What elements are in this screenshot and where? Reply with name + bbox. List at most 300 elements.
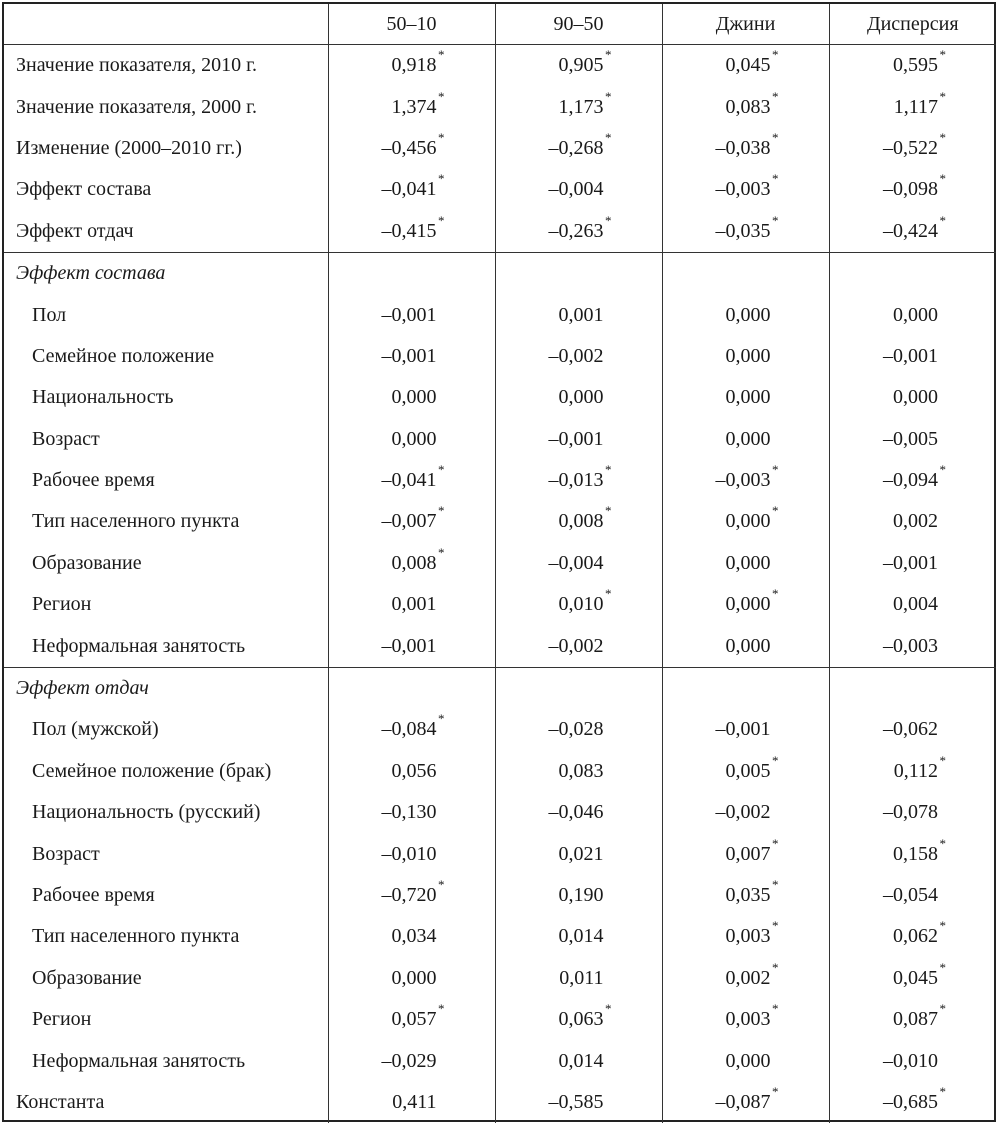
- value-cell: [829, 419, 996, 460]
- value-number: –0,130: [381, 801, 437, 824]
- significance-mark: *: [772, 835, 779, 851]
- value-text: [382, 304, 437, 327]
- value-number: –0,035: [715, 219, 771, 242]
- value-number: 0,000: [725, 427, 771, 450]
- table-row: [4, 169, 996, 210]
- value-cell: [495, 584, 662, 625]
- value-number: –0,685: [883, 1090, 938, 1113]
- significance-mark: *: [605, 586, 612, 602]
- value-number: –0,004: [548, 551, 604, 574]
- row-label: Значение показателя, 2010 г.: [16, 54, 258, 77]
- value-number: 0,001: [391, 593, 437, 616]
- value-number: 0,002: [725, 966, 771, 989]
- row-label: Значение показателя, 2000 г.: [16, 95, 258, 118]
- header-row: [4, 4, 996, 45]
- value-text: [883, 345, 938, 368]
- value-number: 0,905: [558, 54, 604, 77]
- header-variance: Дисперсия: [829, 4, 996, 45]
- value-cell: [495, 45, 662, 87]
- value-text: [392, 386, 437, 409]
- significance-mark: *: [438, 212, 445, 228]
- significance-mark: *: [939, 462, 946, 478]
- value-cell: [662, 833, 829, 874]
- value-cell: [662, 294, 829, 335]
- value-number: 0,918: [391, 54, 437, 77]
- value-cell: [662, 875, 829, 916]
- table-row: [4, 875, 996, 916]
- value-cell: [495, 833, 662, 874]
- value-text: [726, 386, 771, 409]
- value-text: [883, 428, 938, 451]
- value-text: [549, 718, 604, 741]
- value-cell: [495, 958, 662, 999]
- value-number: 1,374: [391, 95, 437, 118]
- table-row: [4, 501, 996, 542]
- value-number: 0,112: [893, 759, 938, 782]
- value-text: [548, 212, 612, 243]
- header-gini: Джини: [662, 4, 829, 45]
- row-label: Изменение (2000–2010 гг.): [16, 136, 242, 159]
- value-cell: [328, 377, 495, 418]
- value-text: [559, 925, 604, 948]
- value-text: [893, 47, 946, 77]
- value-number: 0,045: [893, 966, 938, 989]
- value-text: [715, 129, 779, 160]
- significance-mark: *: [605, 503, 612, 519]
- value-text: [549, 345, 604, 368]
- value-text: [559, 843, 604, 866]
- value-number: 0,000: [391, 386, 437, 409]
- value-number: –0,001: [883, 551, 938, 574]
- significance-mark: *: [939, 1083, 946, 1099]
- value-number: 0,000: [725, 303, 771, 326]
- value-cell: [328, 875, 495, 916]
- value-text: [381, 462, 445, 492]
- value-cell: [328, 45, 495, 87]
- value-cell: [495, 543, 662, 584]
- value-number: –0,001: [883, 344, 938, 367]
- value-number: –0,041: [381, 469, 437, 492]
- value-text: [381, 212, 445, 243]
- value-text: [558, 586, 612, 616]
- value-number: –0,046: [548, 801, 604, 824]
- header-50-10: 50–10: [328, 4, 495, 45]
- value-number: 0,011: [559, 966, 604, 989]
- table-row: [4, 584, 996, 625]
- value-number: 0,000: [725, 551, 771, 574]
- value-text: [725, 47, 779, 77]
- empty-cell: [829, 252, 996, 294]
- value-cell: [662, 169, 829, 210]
- value-cell: [495, 709, 662, 750]
- value-number: –0,028: [548, 718, 604, 741]
- table-row: [4, 128, 996, 169]
- value-number: 0,010: [558, 593, 604, 616]
- value-cell: [328, 833, 495, 874]
- value-number: –0,585: [548, 1090, 604, 1113]
- value-number: 0,034: [391, 925, 437, 948]
- value-cell: [829, 1082, 996, 1123]
- table-row: [4, 709, 996, 750]
- value-number: 1,173: [558, 95, 604, 118]
- row-label: Семейное положение (брак): [32, 759, 272, 782]
- value-cell: [328, 211, 495, 253]
- value-cell: [328, 625, 495, 667]
- value-number: 0,008: [558, 510, 604, 533]
- value-number: 0,003: [725, 1008, 771, 1031]
- value-number: 0,056: [391, 759, 437, 782]
- value-number: 0,083: [558, 759, 604, 782]
- value-number: –0,038: [715, 136, 771, 159]
- significance-mark: *: [605, 129, 612, 145]
- header-corner: [4, 4, 328, 45]
- value-cell: [328, 419, 495, 460]
- value-text: [725, 503, 779, 533]
- empty-cell: [829, 667, 996, 709]
- significance-mark: *: [438, 1001, 445, 1017]
- value-text: [883, 171, 946, 201]
- value-text: [715, 462, 779, 492]
- value-text: [883, 718, 938, 741]
- significance-mark: *: [605, 88, 612, 104]
- value-number: –0,094: [883, 469, 938, 492]
- value-number: –0,002: [548, 344, 604, 367]
- value-cell: [662, 751, 829, 792]
- value-cell: [829, 294, 996, 335]
- row-label: Тип населенного пункта: [32, 925, 240, 948]
- value-text: [726, 304, 771, 327]
- table-row: [4, 45, 996, 87]
- value-number: 0,411: [392, 1090, 437, 1113]
- table-row: [4, 792, 996, 833]
- value-cell: [495, 751, 662, 792]
- value-number: –0,062: [883, 718, 938, 741]
- value-number: 0,005: [725, 759, 771, 782]
- significance-mark: *: [772, 752, 779, 768]
- significance-mark: *: [438, 129, 445, 145]
- table-row: [4, 751, 996, 792]
- value-cell: [328, 792, 495, 833]
- value-number: 0,014: [558, 1049, 604, 1072]
- row-label: Эффект состава: [16, 178, 152, 201]
- table-row: [4, 419, 996, 460]
- significance-mark: *: [939, 918, 946, 934]
- significance-mark: *: [438, 88, 445, 104]
- table-row: [4, 916, 996, 957]
- value-text: [381, 877, 445, 907]
- value-text: [716, 718, 771, 741]
- row-label: Семейное положение: [32, 344, 215, 367]
- value-text: [715, 171, 779, 201]
- value-cell: [829, 543, 996, 584]
- value-number: 0,000: [893, 386, 938, 409]
- value-cell: [829, 916, 996, 957]
- value-number: 0,045: [725, 54, 771, 77]
- value-number: –0,084: [381, 718, 437, 741]
- value-cell: [662, 86, 829, 127]
- value-number: 1,117: [893, 95, 938, 118]
- section-row: [4, 667, 996, 709]
- value-number: –0,415: [381, 219, 437, 242]
- row-label: Эффект отдач: [4, 211, 328, 253]
- value-cell: [829, 86, 996, 127]
- value-number: –0,002: [715, 801, 771, 824]
- value-cell: [328, 460, 495, 501]
- table-body: [4, 45, 996, 1124]
- empty-cell: [662, 252, 829, 294]
- value-text: [382, 801, 437, 824]
- significance-mark: *: [939, 1001, 946, 1017]
- row-label: Регион: [32, 593, 92, 616]
- value-cell: [829, 709, 996, 750]
- significance-mark: *: [939, 129, 946, 145]
- significance-mark: *: [438, 711, 445, 727]
- significance-mark: *: [772, 877, 779, 892]
- significance-mark: *: [605, 462, 612, 478]
- value-text: [558, 88, 612, 119]
- value-cell: [662, 958, 829, 999]
- value-cell: [662, 584, 829, 625]
- value-number: –0,003: [715, 469, 771, 492]
- value-text: [549, 1091, 604, 1114]
- value-text: [725, 959, 779, 990]
- value-cell: [829, 833, 996, 874]
- table-row: [4, 377, 996, 418]
- table-row: [4, 211, 996, 253]
- significance-mark: *: [605, 212, 612, 228]
- value-text: [883, 212, 946, 243]
- value-cell: [495, 377, 662, 418]
- table-row: [4, 460, 996, 501]
- value-text: [382, 1050, 437, 1073]
- value-text: [893, 510, 938, 533]
- value-text: [883, 129, 946, 160]
- value-text: [725, 835, 779, 866]
- value-text: [883, 884, 938, 907]
- value-number: –0,029: [381, 1049, 437, 1072]
- value-cell: [829, 377, 996, 418]
- value-number: –0,001: [381, 303, 437, 326]
- value-number: –0,522: [883, 136, 938, 159]
- value-number: –0,087: [715, 1090, 771, 1113]
- value-cell: [829, 211, 996, 253]
- significance-mark: *: [772, 959, 779, 975]
- value-text: [893, 752, 946, 783]
- value-cell: [662, 128, 829, 169]
- value-cell: [328, 584, 495, 625]
- value-text: [883, 801, 938, 824]
- value-number: 0,000: [893, 303, 938, 326]
- value-cell: [495, 128, 662, 169]
- value-number: 0,000: [725, 1049, 771, 1072]
- table-row: [4, 294, 996, 335]
- value-cell: [495, 419, 662, 460]
- table-row: [4, 833, 996, 874]
- row-label: Образование: [32, 966, 142, 989]
- value-number: –0,010: [381, 842, 437, 865]
- value-text: [893, 1001, 946, 1031]
- value-cell: [829, 792, 996, 833]
- table-frame: [2, 2, 996, 1122]
- section-title: Эффект отдач: [16, 677, 149, 700]
- significance-mark: *: [772, 129, 779, 145]
- significance-mark: *: [605, 47, 612, 63]
- significance-mark: *: [772, 586, 779, 602]
- value-text: [558, 503, 612, 533]
- value-cell: [662, 1040, 829, 1081]
- value-text: [559, 967, 603, 990]
- value-number: 0,004: [893, 593, 938, 616]
- value-number: –0,001: [381, 344, 437, 367]
- significance-mark: *: [939, 835, 946, 851]
- value-number: –0,456: [381, 136, 437, 159]
- value-cell: [829, 999, 996, 1040]
- table-row: [4, 1040, 996, 1081]
- value-text: [391, 1001, 445, 1031]
- significance-mark: *: [939, 47, 946, 63]
- value-text: [381, 503, 445, 533]
- value-number: 0,083: [725, 95, 771, 118]
- significance-mark: *: [772, 171, 779, 187]
- significance-mark: *: [772, 503, 779, 519]
- row-label: Рабочее время: [32, 884, 155, 906]
- value-number: –0,078: [883, 801, 938, 824]
- row-label: Возраст: [32, 842, 100, 865]
- value-cell: [328, 86, 495, 127]
- significance-mark: *: [438, 503, 445, 519]
- value-number: 0,158: [893, 842, 938, 865]
- value-text: [381, 129, 445, 160]
- value-text: [392, 1091, 436, 1114]
- section-title: Эффект состава: [16, 262, 166, 285]
- value-number: 0,063: [558, 1008, 604, 1031]
- value-cell: [662, 1082, 829, 1123]
- value-cell: [829, 336, 996, 377]
- value-number: 0,000: [725, 344, 771, 367]
- row-label: Неформальная занятость: [4, 625, 328, 667]
- significance-mark: *: [772, 88, 779, 104]
- significance-mark: *: [438, 47, 445, 63]
- row-label: Национальность (русский): [32, 801, 261, 824]
- value-cell: [495, 916, 662, 957]
- value-number: –0,005: [883, 427, 938, 450]
- value-number: 0,035: [725, 884, 771, 906]
- table-row: [4, 625, 996, 667]
- value-text: [883, 1083, 946, 1114]
- value-number: 0,021: [558, 842, 604, 865]
- value-number: –0,001: [381, 634, 437, 657]
- value-number: –0,013: [548, 469, 604, 492]
- value-cell: [829, 501, 996, 542]
- value-number: 0,062: [893, 925, 938, 948]
- value-text: [381, 711, 445, 741]
- value-cell: [328, 543, 495, 584]
- value-text: [549, 801, 604, 824]
- value-cell: [495, 1082, 662, 1123]
- empty-cell: [662, 667, 829, 709]
- value-text: [392, 967, 437, 990]
- value-text: [549, 552, 604, 575]
- value-cell: [495, 169, 662, 210]
- value-cell: [662, 543, 829, 584]
- value-text: [559, 1050, 604, 1073]
- value-number: –0,003: [883, 634, 938, 657]
- empty-cell: [495, 667, 662, 709]
- value-cell: [829, 751, 996, 792]
- significance-mark: *: [772, 918, 779, 934]
- value-cell: [662, 460, 829, 501]
- value-cell: [328, 1082, 495, 1123]
- value-number: 0,007: [725, 842, 771, 865]
- significance-mark: *: [939, 959, 946, 975]
- value-cell: [495, 336, 662, 377]
- value-number: 0,190: [558, 884, 604, 906]
- value-text: [391, 88, 445, 119]
- value-cell: [328, 336, 495, 377]
- value-text: [548, 129, 612, 160]
- table-row: [4, 336, 996, 377]
- value-number: 0,087: [893, 1008, 938, 1031]
- value-cell: [495, 501, 662, 542]
- value-number: –0,098: [883, 178, 938, 201]
- value-cell: [495, 999, 662, 1040]
- value-cell: [495, 86, 662, 127]
- value-cell: [495, 625, 662, 667]
- value-number: –0,041: [381, 178, 437, 201]
- value-text: [883, 635, 938, 658]
- significance-mark: *: [772, 47, 779, 63]
- value-cell: [662, 625, 829, 667]
- value-text: [726, 552, 771, 575]
- header-90-50: 90–50: [495, 4, 662, 45]
- value-cell: [829, 958, 996, 999]
- value-cell: [829, 460, 996, 501]
- section-row: [4, 252, 996, 294]
- value-text: [725, 918, 779, 948]
- value-text: [883, 462, 946, 492]
- value-text: [382, 635, 437, 658]
- value-text: [382, 345, 437, 368]
- value-number: –0,054: [883, 884, 938, 906]
- value-text: [392, 428, 437, 451]
- table-row: [4, 999, 996, 1040]
- value-text: [392, 593, 437, 616]
- value-cell: [829, 875, 996, 916]
- table-row: [4, 86, 996, 127]
- row-label: Пол: [32, 303, 67, 326]
- value-cell: [328, 751, 495, 792]
- value-cell: [495, 294, 662, 335]
- value-number: 0,000: [391, 966, 437, 989]
- value-cell: [662, 211, 829, 253]
- value-text: [549, 428, 604, 451]
- value-cell: [328, 1040, 495, 1081]
- value-text: [725, 586, 779, 616]
- value-text: [382, 843, 437, 866]
- value-cell: [662, 501, 829, 542]
- value-cell: [328, 169, 495, 210]
- value-cell: [495, 792, 662, 833]
- value-cell: [328, 501, 495, 542]
- value-text: [549, 635, 604, 658]
- value-text: [559, 386, 604, 409]
- value-cell: [328, 294, 495, 335]
- value-text: [725, 877, 779, 907]
- value-number: 0,000: [725, 593, 771, 616]
- significance-mark: *: [605, 1001, 612, 1017]
- value-text: [726, 345, 771, 368]
- value-number: 0,000: [558, 386, 604, 409]
